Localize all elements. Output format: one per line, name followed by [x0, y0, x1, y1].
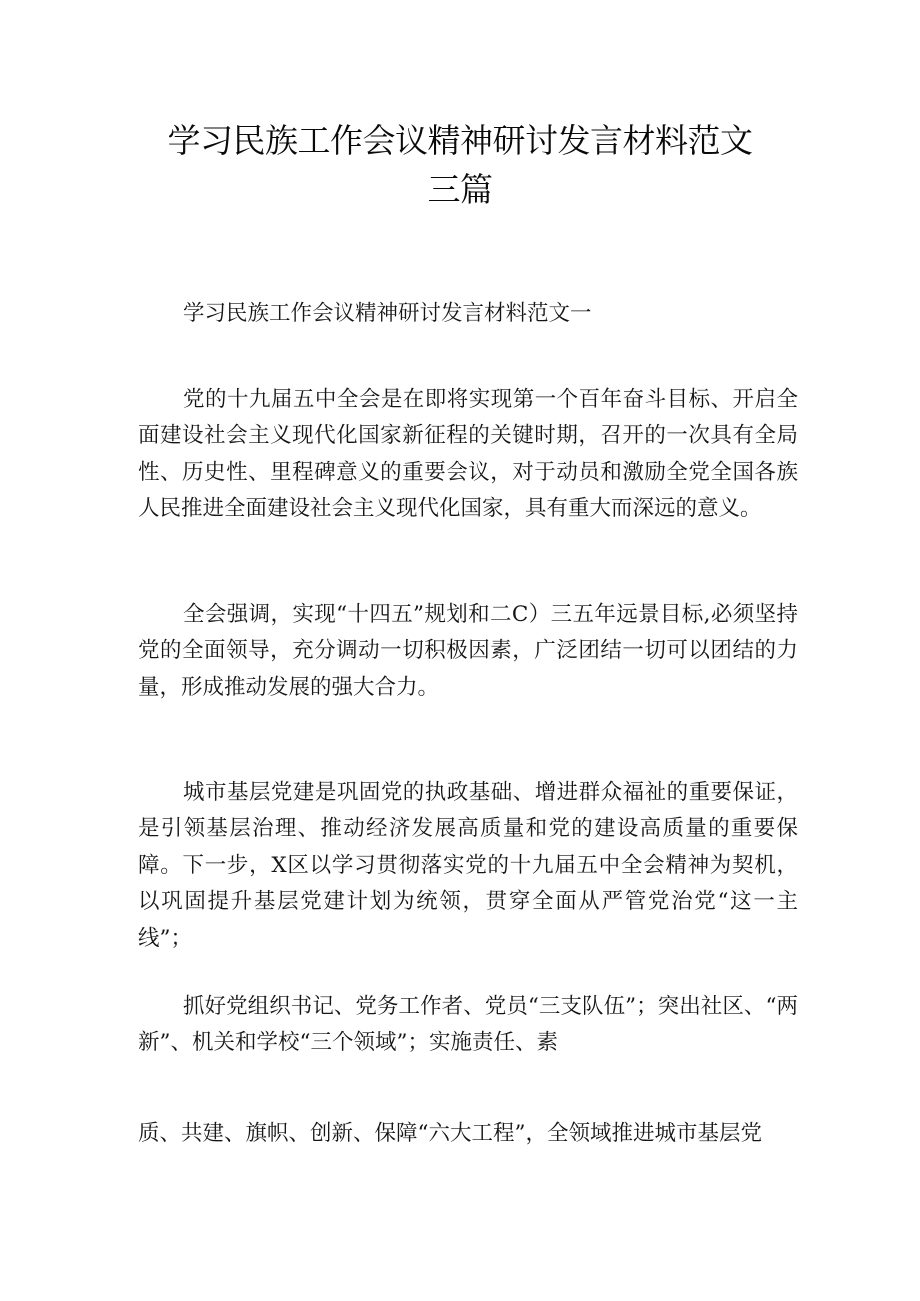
paragraph-4: 抓好党组织书记、党务工作者、党员“三支队伍”；突出社区、“两新”、机关和学校“三个领域”；实施责任、素	[138, 994, 798, 1056]
document-title-line-2: 三篇	[427, 170, 493, 209]
section-heading: 学习民族工作会议精神研讨发言材料范文一	[183, 301, 592, 326]
paragraph-2: 全会强调，实现“十四五”规划和二C）三五年远景目标,必须坚持党的全面领导，充分调动一切积极因素，广泛团结一切可以团结的力量，形成推动发展的强大合力。	[138, 602, 798, 700]
document-title	[0, 116, 920, 214]
document-title-line-1: 学习民族工作会议精神研讨发言材料范文	[167, 121, 753, 160]
paragraph-1: 党的十九届五中全会是在即将实现第一个百年奋斗目标、开启全面建设社会主义现代化国家新征程的关键时期，召开的一次具有全局性、历史性、里程碑意义的重要会议，对于动员和激励全党全国各族人民推进全面建设社会主义现代化国家，具有重大而深远的意义。	[138, 387, 798, 522]
paragraph-3: 城市基层党建是巩固党的执政基础、增进群众福祉的重要保证，是引领基层治理、推动经济发展高质量和党的建设高质量的重要保障。下一步，X区以学习贯彻落实党的十九届五中全会精神为契机，以巩固提升基层党建计划为统领，贯穿全面从严管党治党“这一主线”；	[138, 780, 798, 951]
paragraph-5: 质、共建、旗帜、创新、保障“六大工程”，全领域推进城市基层党	[138, 1121, 762, 1146]
